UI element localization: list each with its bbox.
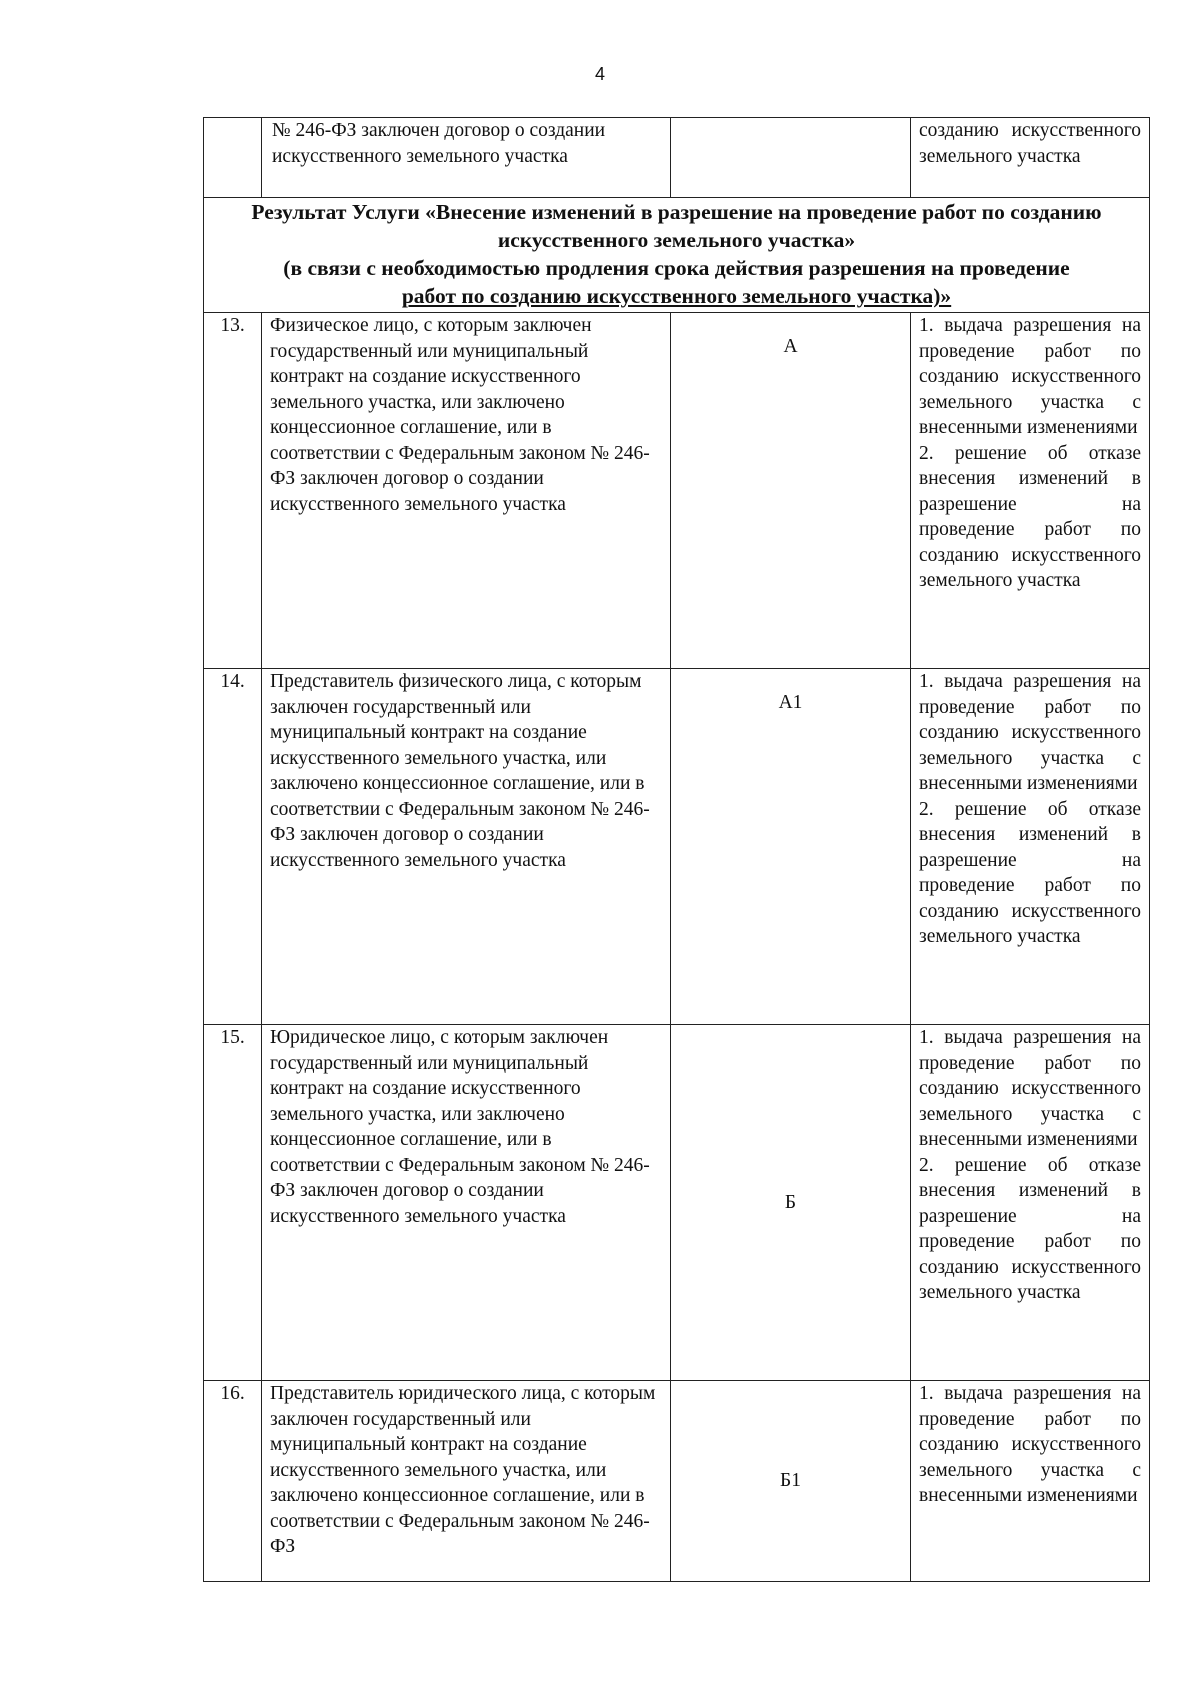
- row-number-cell: [204, 118, 262, 198]
- result-item-issue: 1. выдача разрешения на проведение работ по созданию искусственного земельного участка с внесенными изменениями: [919, 315, 1141, 438]
- row-code-text: А: [783, 336, 798, 357]
- result-item-issue: 1. выдача разрешения на проведение работ по созданию искусственного земельного участка с внесенными изменениями: [919, 1383, 1141, 1506]
- section-heading-line3: работ по созданию искусственного земельного участка)»: [401, 284, 952, 308]
- section-heading-line2: (в связи с необходимостью продления срока действия разрешения на проведение: [283, 256, 1070, 280]
- row-code: [671, 313, 911, 669]
- table-row-continued: [204, 118, 1150, 198]
- row-code: Б: [671, 1025, 911, 1381]
- row-description: № 246-ФЗ заключен договор о создании искусственного земельного участка: [262, 118, 671, 198]
- row-code-text: А1: [778, 692, 803, 713]
- table-row: [204, 313, 1150, 669]
- table-row: [204, 1381, 1150, 1582]
- row-description: Юридическое лицо, с которым заключен государственный или муниципальный контракт на создание искусственного земельного участка, или заключено концессионное соглашение, или в соответствии с Федеральным законом № 246-ФЗ заключен договор о создании искусственного земельного участка: [262, 1025, 671, 1381]
- row-number: 13.: [204, 313, 262, 669]
- section-heading-line1: Результат Услуги «Внесение изменений в разрешение на проведение работ по созданию искусственного земельного участка»: [251, 200, 1102, 252]
- row-description: Представитель физического лица, с которым заключен государственный или муниципальный контракт на создание искусственного земельного участка, или заключено концессионное соглашение, или в соответствии с Федеральным законом № 246-ФЗ заключен договор о создании искусственного земельного участка: [262, 669, 671, 1025]
- result-item-issue: 1. выдача разрешения на проведение работ по созданию искусственного земельного участка с внесенными изменениями: [919, 1027, 1141, 1150]
- section-heading-row: [204, 198, 1150, 313]
- row-result: [911, 1025, 1150, 1381]
- row-result: созданию искусственного земельного участка: [911, 118, 1150, 198]
- row-result: [911, 313, 1150, 669]
- services-table: [203, 117, 1150, 1582]
- row-number: 15.: [204, 1025, 262, 1381]
- table-row: [204, 1025, 1150, 1381]
- row-description: Представитель юридического лица, с которым заключен государственный или муниципальный контракт на создание искусственного земельного участка, или заключено концессионное соглашение, или в соответствии с Федеральным законом № 246-ФЗ: [262, 1381, 671, 1582]
- section-heading: [204, 198, 1150, 313]
- row-code: [671, 669, 911, 1025]
- result-item-refusal: 2. решение об отказе внесения изменений в разрешение на проведение работ по созданию искусственного земельного участка: [919, 798, 1141, 947]
- page-number: 4: [594, 64, 605, 84]
- result-item-refusal: 2. решение об отказе внесения изменений в разрешение на проведение работ по созданию искусственного земельного участка: [919, 442, 1141, 591]
- table-row: [204, 669, 1150, 1025]
- result-item-issue: 1. выдача разрешения на проведение работ по созданию искусственного земельного участка с внесенными изменениями: [919, 671, 1141, 794]
- row-number: 16.: [204, 1381, 262, 1582]
- row-result: [911, 1381, 1150, 1582]
- row-code-cell: [671, 118, 911, 198]
- row-description: Физическое лицо, с которым заключен государственный или муниципальный контракт на создание искусственного земельного участка, или заключено концессионное соглашение, или в соответствии с Федеральным законом № 246-ФЗ заключен договор о создании искусственного земельного участка: [262, 313, 671, 669]
- row-code: Б1: [671, 1381, 911, 1582]
- row-result: [911, 669, 1150, 1025]
- row-number: 14.: [204, 669, 262, 1025]
- result-item-refusal: 2. решение об отказе внесения изменений в разрешение на проведение работ по созданию искусственного земельного участка: [919, 1154, 1141, 1303]
